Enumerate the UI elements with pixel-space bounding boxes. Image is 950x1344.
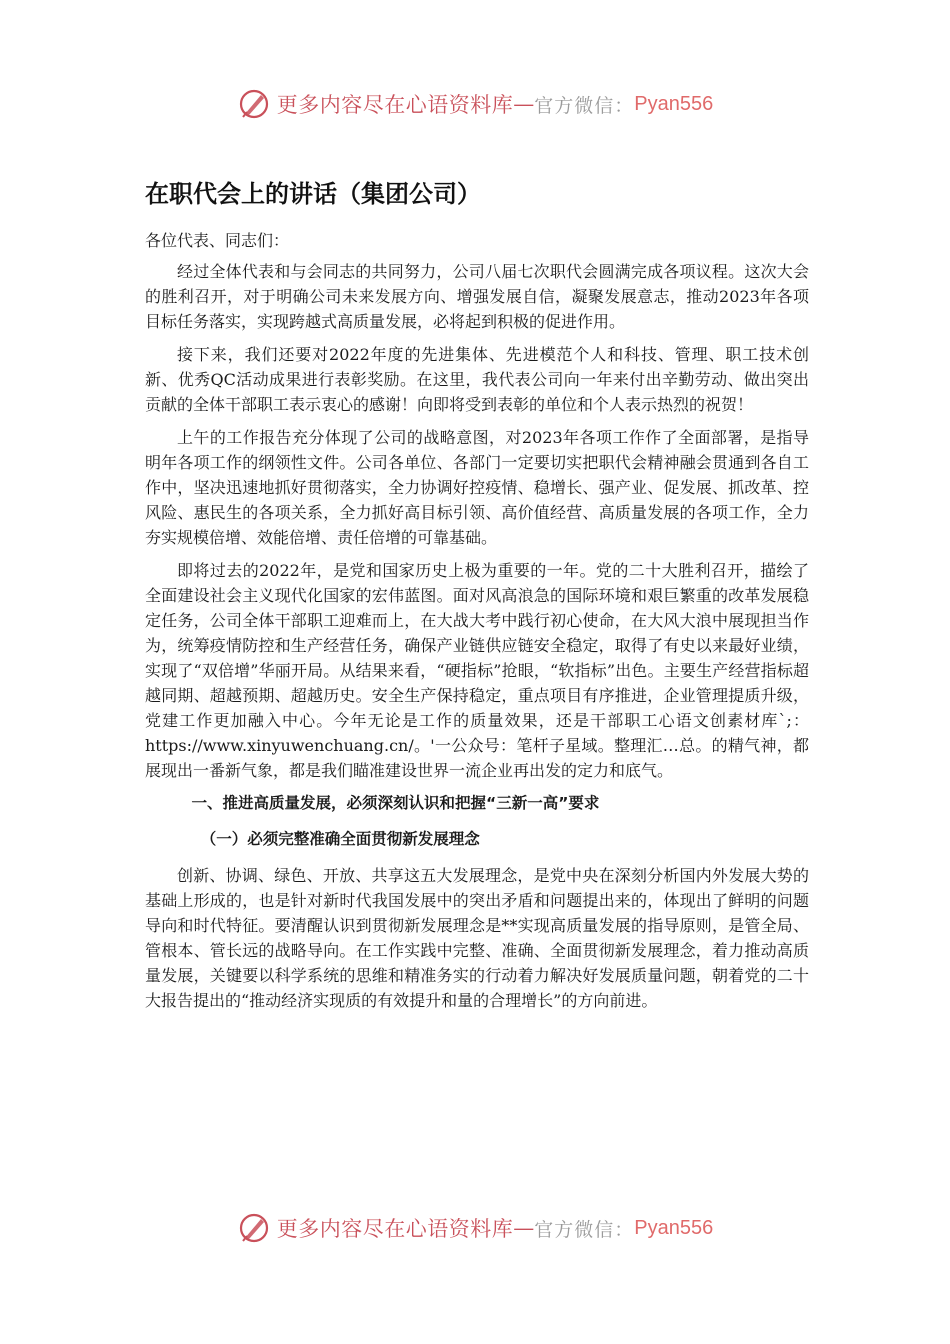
greeting: 各位代表、同志们： [145,231,290,250]
watermark-separator: — [513,1216,535,1240]
document-body [145,176,809,1021]
paragraph: 接下来，我们还要对2022年度的先进集体、先进模范个人和科技、管理、职工技术创新、优秀QC活动成果进行表彰奖励。在这里，我代表公司向一年来付出辛勤劳动、做出突出贡献的全体干部职工表示衷心的感谢！向即将受到表彰的单位和个人表示热烈的祝贺！ [145,345,809,414]
section-heading: 一、推进高质量发展，必须深刻认识和把握“三新一高”要求 [191,794,600,812]
paragraph: 上午的工作报告充分体现了公司的战略意图，对2023年各项工作作了全面部署，是指导明年各项工作的纲领性文件。公司各单位、各部门一定要切实把职代会精神融会贯通到各自工作中，坚决迅速地抓好贯彻落实，全力协调好控疫情、稳增长、强产业、促发展、抓改革、控风险、惠民生的各项关系，全力抓好高目标引领、高价值经营、高质量发展的各项工作，全力夯实规模倍增、效能倍增、责任倍增的可靠基础。 [145,428,809,547]
watermark-brand: 更多内容尽在心语资料库 [276,1217,514,1241]
footer-watermark [0,1208,950,1248]
watermark-separator: — [513,92,535,116]
paragraph: 即将过去的2022年，是党和国家历史上极为重要的一年。党的二十大胜利召开，描绘了全面建设社会主义现代化国家的宏伟蓝图。面对风高浪急的国际环境和艰巨繁重的改革发展稳定任务，公司全体干部职工迎难而上，在大战大考中践行初心使命，在大风大浪中展现担当作为，统筹疫情防控和生产经营任务，确保产业链供应链安全稳定，取得了有史以来最好业绩，实现了“双倍增”华丽开局。从结果来看，“硬指标”抢眼，“软指标”出色。主要生产经营指标超越同期、超越预期、超越历史。安全生产保持稳定，重点项目有序推进，企业管理提质升级，党建工作更加融入中心。今年无论是工作的质量效果，还是干部职工心语文创素材库`;：https://www.xinyuwenchuang.cn/。'一公众号：笔杆子星域。整理汇…总。的精气神，都展现出一番新气象，都是我们瞄准建设世界一流企业再出发的定力和底气。 [145,561,809,780]
quill-logo-icon [237,87,271,121]
watermark-brand: 更多内容尽在心语资料库 [276,93,514,117]
watermark-wechat-id: Pyan556 [634,1216,714,1239]
subsection-heading: （一）必须完整准确全面贯彻新发展理念 [200,830,480,848]
paragraph: 经过全体代表和与会同志的共同努力，公司八届七次职代会圆满完成各项议程。这次大会的胜利召开，对于明确公司未来发展方向、增强发展自信，凝聚发展意志，推动2023年各项目标任务落实，实现跨越式高质量发展，必将起到积极的促进作用。 [145,262,809,331]
watermark-wechat-label: 官方微信： [534,1218,635,1241]
watermark-wechat-id: Pyan556 [634,92,714,115]
watermark-wechat-label: 官方微信： [534,94,635,117]
quill-logo-icon [237,1211,271,1245]
header-watermark [0,84,950,124]
paragraph: 创新、协调、绿色、开放、共享这五大发展理念，是党中央在深刻分析国内外发展大势的基础上形成的，也是针对新时代我国发展中的突出矛盾和问题提出来的，体现出了鲜明的问题导向和时代特征。要清醒认识到贯彻新发展理念是**实现高质量发展的指导原则，是管全局、管根本、管长远的战略导向。在工作实践中完整、准确、全面贯彻新发展理念，着力推动高质量发展，关键要以科学系统的思维和精准务实的行动着力解决好发展质量问题，朝着党的二十大报告提出的“推动经济实现质的有效提升和量的合理增长”的方向前进。 [145,866,809,1010]
document-title: 在职代会上的讲话（集团公司） [145,180,481,208]
